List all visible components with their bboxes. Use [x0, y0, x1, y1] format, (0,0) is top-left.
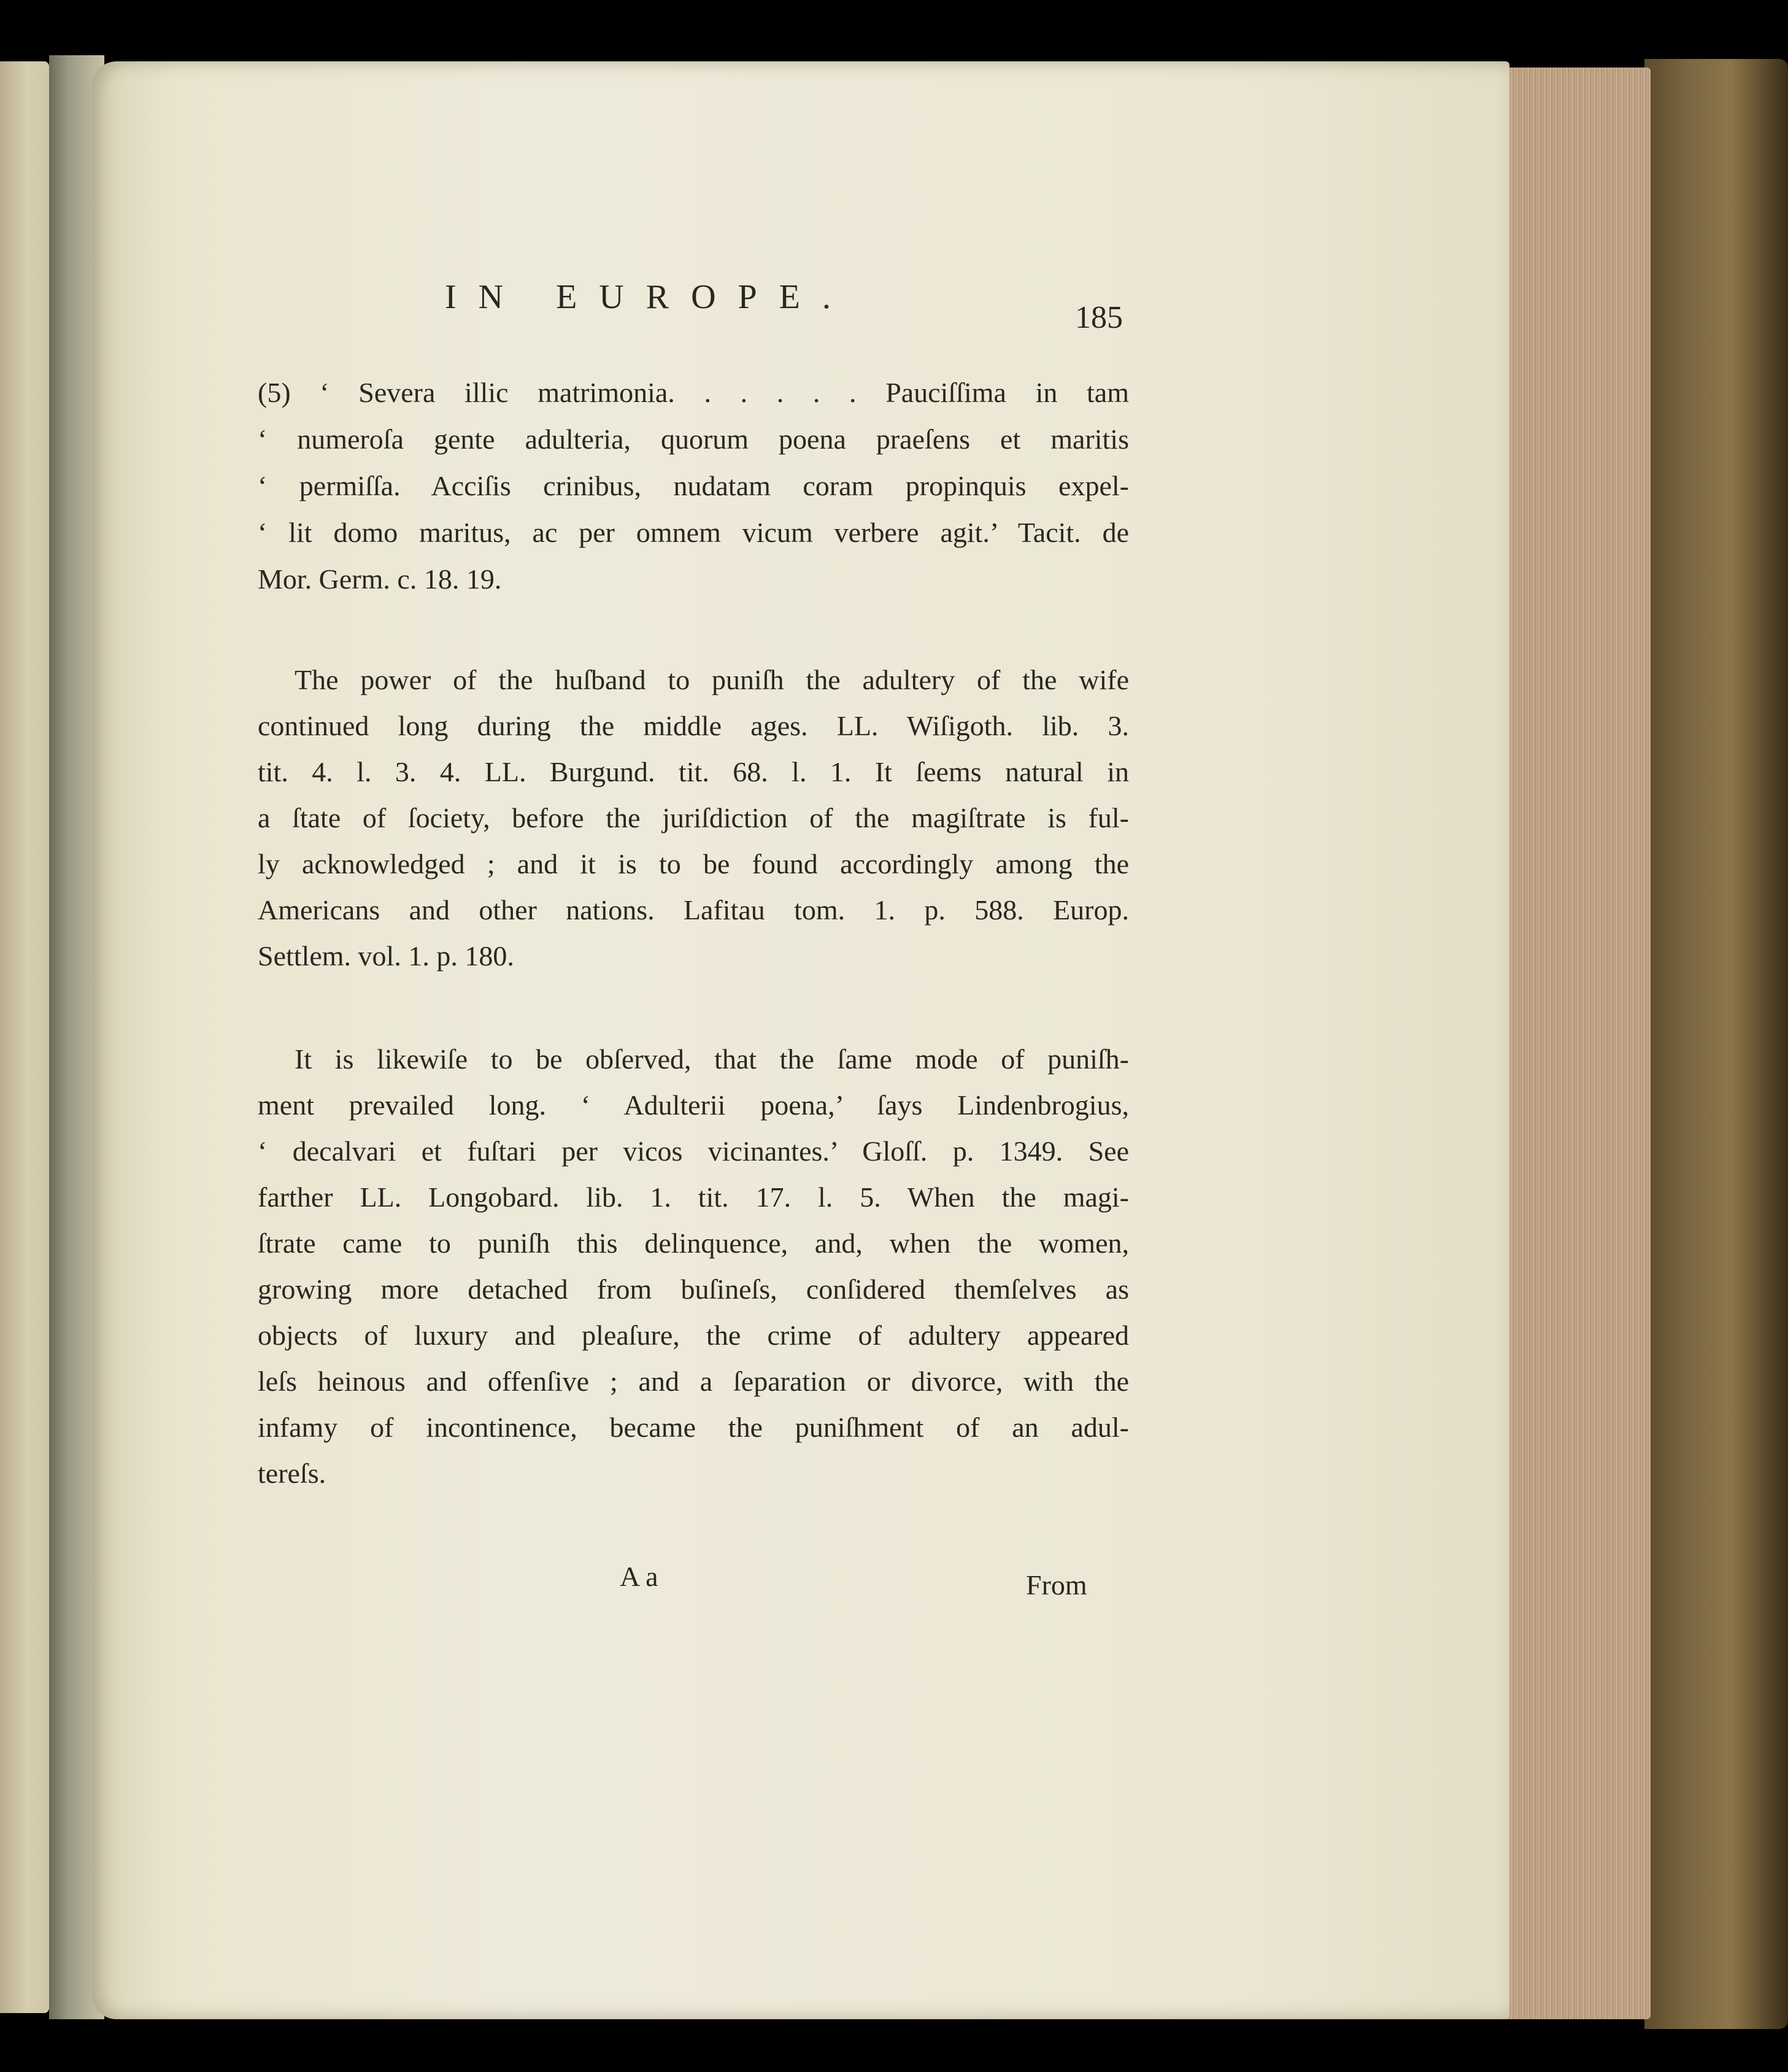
- paragraph-line: infamy of incontinence, became the puniſhment of an adul-: [258, 1412, 1129, 1443]
- paragraph-line: tereſs.: [258, 1458, 326, 1489]
- book-cover-edge: [1644, 59, 1788, 2029]
- paragraph-line: tit. 4. l. 3. 4. LL. Burgund. tit. 68. l. 1. It ſeems natural in: [258, 756, 1129, 787]
- paragraph-line: growing more detached from buſineſs, conſidered themſelves as: [258, 1274, 1129, 1305]
- paragraph-line: farther LL. Longobard. lib. 1. tit. 17. l. 5. When the magi-: [258, 1181, 1129, 1213]
- paragraph-line: Settlem. vol. 1. p. 180.: [258, 940, 514, 972]
- footnote-line: Mor. Germ. c. 18. 19.: [258, 563, 502, 595]
- previous-page-edge: [0, 61, 49, 2013]
- paragraph-line: It is likewiſe to be obſerved, that the ſame mode of puniſh-: [295, 1043, 1129, 1075]
- paragraph-line: The power of the huſband to puniſh the adultery of the wife: [295, 664, 1129, 695]
- paragraph-line: objects of luxury and pleaſure, the crime of adultery appeared: [258, 1320, 1129, 1351]
- paragraph-line: ly acknowledged ; and it is to be found accordingly among the: [258, 848, 1129, 879]
- signature-mark: A a: [620, 1561, 658, 1592]
- paragraph-line: leſs heinous and offenſive ; and a ſeparation or divorce, with the: [258, 1366, 1129, 1397]
- paragraph-line: ‘ decalvari et fuſtari per vicos vicinantes.’ Gloſſ. p. 1349. See: [258, 1135, 1129, 1167]
- book-page: [92, 61, 1509, 2019]
- footnote-line: ‘ numeroſa gente adulteria, quorum poena praeſens et maritis: [258, 423, 1129, 455]
- footnote-line: (5) ‘ Severa illic matrimonia. . . . . . Pauciſſima in tam: [258, 377, 1129, 408]
- catchword: From: [1026, 1569, 1087, 1601]
- paragraph-line: ment prevailed long. ‘ Adulterii poena,’ ſays Lindenbrogius,: [258, 1089, 1129, 1121]
- paragraph-line: Americans and other nations. Lafitau tom. 1. p. 588. Europ.: [258, 894, 1129, 926]
- paragraph-line: a ſtate of ſociety, before the juriſdiction of the magiſtrate is ful-: [258, 802, 1129, 833]
- page-number: 185: [1075, 300, 1123, 335]
- paragraph-line: ſtrate came to puniſh this delinquence, and, when the women,: [258, 1227, 1129, 1259]
- running-head: IN EUROPE.: [445, 278, 853, 316]
- footnote-line: ‘ lit domo maritus, ac per omnem vicum verbere agit.’ Tacit. de: [258, 517, 1129, 548]
- footnote-line: ‘ permiſſa. Acciſis crinibus, nudatam coram propinquis expel-: [258, 470, 1129, 501]
- stacked-page-edges: [1503, 68, 1651, 2019]
- paragraph-line: continued long during the middle ages. LL. Wiſigoth. lib. 3.: [258, 710, 1129, 741]
